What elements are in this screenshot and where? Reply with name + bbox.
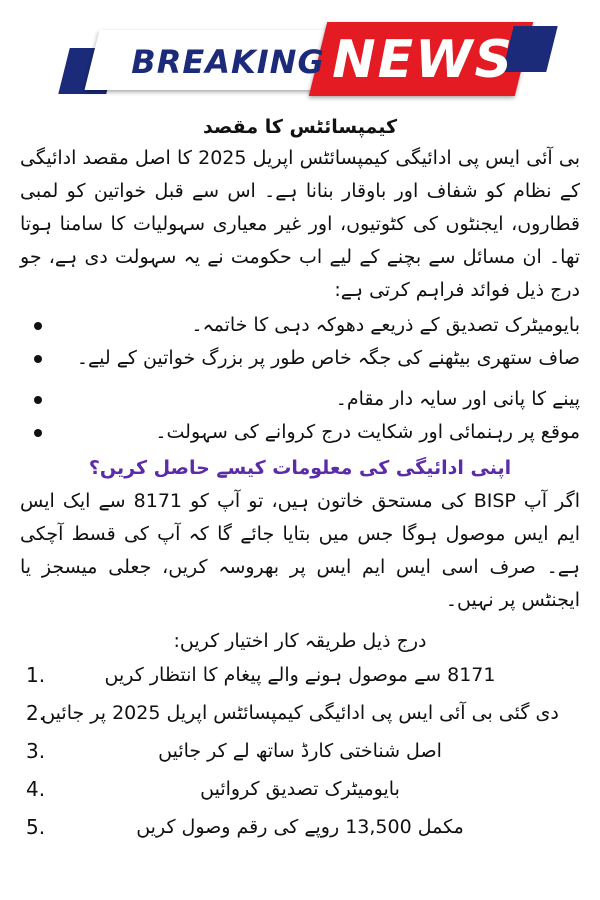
step-text: 8171 سے موصول ہونے والے پیغام کا انتظار کریں — [104, 664, 496, 686]
bullet-dot-icon — [34, 429, 42, 437]
benefit-item — [20, 383, 580, 416]
step-item — [20, 735, 580, 773]
bullet-dot-icon — [34, 355, 42, 363]
benefit-text: موقع پر رہنمائی اور شکایت درج کروانے کی سہولت۔ — [155, 421, 580, 443]
benefit-text: پینے کا پانی اور سایہ دار مقام۔ — [335, 388, 580, 410]
benefit-item — [20, 342, 580, 375]
benefit-item — [20, 416, 580, 449]
payment-info-heading: اپنی ادائیگی کی معلومات کیسے حاصل کریں؟ — [88, 457, 512, 479]
banner-news-text: NEWS — [332, 30, 514, 90]
step-number: 4. — [26, 777, 46, 801]
benefit-text: بایومیٹرک تصدیق کے ذریعے دھوکہ دہی کا خاتمہ۔ — [191, 314, 580, 336]
step-number: 3. — [26, 739, 46, 763]
bullet-dot-icon — [34, 322, 42, 330]
step-number: 2. — [26, 701, 46, 725]
step-item — [20, 697, 580, 735]
benefit-text: صاف ستھری بیٹھنے کی جگہ خاص طور پر بزرگ خواتین کے لیے۔ — [76, 347, 580, 369]
steps-list — [20, 659, 580, 849]
banner-breaking-text: BREAKING — [131, 43, 325, 81]
bullet-dot-icon — [34, 396, 42, 404]
step-item — [20, 659, 580, 697]
benefit-item — [20, 309, 580, 342]
intro-paragraph: بی آئی ایس پی ادائیگی کیمپسائٹس اپریل 2025 کا اصل مقصد ادائیگی کے نظام کو شفاف اور باوقار بنانا ہے۔ اس سے قبل خواتین کو لمبی قطاروں، ایجنٹوں کی کٹوتیوں، اور غیر معیاری سہولیات کا سامنا ہوتا تھا۔ ان مسائل سے بچنے کے لیے اب حکومت نے یہ سہولت دی ہے، جو درج ذیل فوائد فراہم کرتی ہے: — [20, 147, 580, 301]
sms-info-paragraph: اگر آپ BISP کی مستحق خاتون ہیں، تو آپ کو 8171 سے ایک ایس ایم ایس موصول ہوگا جس میں بتایا جائے گا کہ آپ کی قسط آچکی ہے۔ صرف اسی ایس ایم ایس پر بھروسہ کریں، جعلی میسجز یا ایجنٹس پر نہیں۔ — [20, 490, 580, 611]
step-text: دی گئی بی آئی ایس پی ادائیگی کیمپسائٹس اپریل 2025 پر جائیں — [41, 702, 559, 724]
step-text: اصل شناختی کارڈ ساتھ لے کر جائیں — [158, 740, 442, 762]
step-text: بایومیٹرک تصدیق کروائیں — [200, 778, 400, 800]
section-heading: کیمپسائٹس کا مقصد — [202, 116, 398, 138]
step-item — [20, 811, 580, 849]
benefits-list — [20, 309, 580, 449]
step-number: 5. — [26, 815, 46, 839]
step-number: 1. — [26, 663, 46, 687]
steps-intro: درج ذیل طریقہ کار اختیار کریں: — [173, 630, 427, 652]
article-body — [20, 112, 580, 900]
breaking-news-banner — [0, 0, 600, 112]
step-item — [20, 773, 580, 811]
step-text: مکمل 13,500 روپے کی رقم وصول کریں — [136, 816, 464, 838]
